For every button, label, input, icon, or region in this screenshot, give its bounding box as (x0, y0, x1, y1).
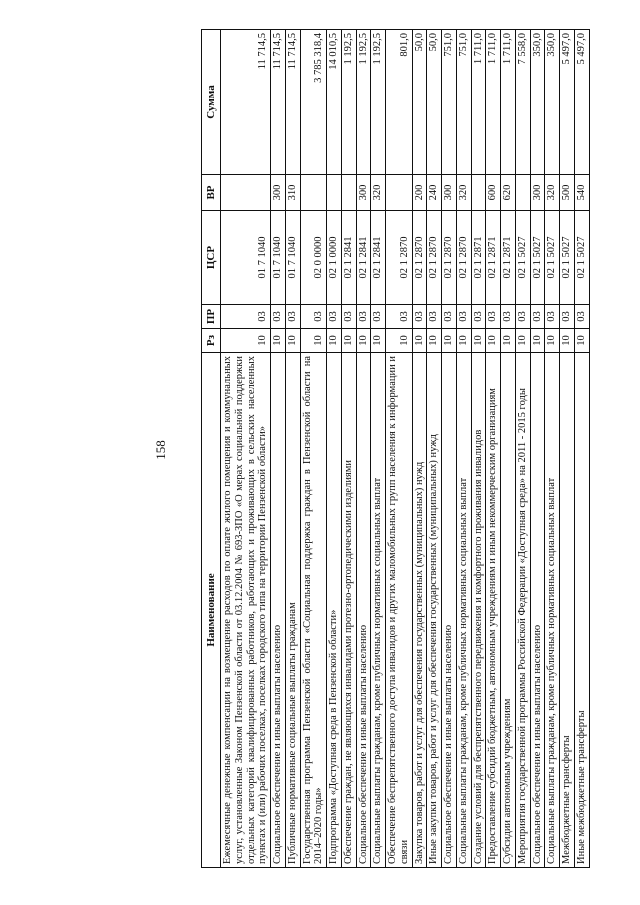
cell-csr: 02 1 2870 (456, 211, 471, 305)
table-header-row (202, 30, 221, 868)
cell-name: Ежемесячные денежные компенсации на возмещение расходов по оплате жилого помещения и коммунальных услуг, установленные Законом Пензенской области от 03.12.2004 № 693-ЗПО «О мерах социальной поддержки отдельных категорий квалифицированных работников, работающих и проживающих в сельских населенных пунктах и (или) рабочих поселках, поселках городского типа на территории Пензенской области» (221, 353, 271, 868)
cell-rz: 10 (412, 329, 427, 353)
cell-csr: 02 1 5027 (515, 211, 530, 305)
cell-pr: 03 (300, 305, 327, 329)
cell-csr: 02 1 5027 (560, 211, 575, 305)
cell-pr: 03 (271, 305, 286, 329)
cell-rz: 10 (356, 329, 371, 353)
cell-pr: 03 (456, 305, 471, 329)
cell-sum: 11 714,5 (221, 30, 271, 175)
cell-rz: 10 (515, 329, 530, 353)
cell-vr (386, 175, 413, 211)
cell-csr: 02 1 5027 (545, 211, 560, 305)
cell-csr: 02 1 2871 (486, 211, 501, 305)
cell-vr: 300 (442, 175, 457, 211)
header-sum: Сумма (202, 30, 221, 175)
cell-csr: 02 1 2870 (412, 211, 427, 305)
cell-rz: 10 (471, 329, 486, 353)
cell-rz: 10 (442, 329, 457, 353)
cell-pr: 03 (560, 305, 575, 329)
header-name: Наименование (202, 353, 221, 868)
cell-csr: 01 7 1040 (221, 211, 271, 305)
cell-name: Иные межбюджетные трансферты (574, 353, 589, 868)
cell-vr (221, 175, 271, 211)
cell-pr: 03 (356, 305, 371, 329)
cell-sum: 5 497,0 (560, 30, 575, 175)
cell-rz: 10 (545, 329, 560, 353)
cell-rz: 10 (221, 329, 271, 353)
cell-name: Социальное обеспечение и иные выплаты населению (271, 353, 286, 868)
cell-vr: 500 (560, 175, 575, 211)
cell-vr (341, 175, 356, 211)
cell-pr: 03 (515, 305, 530, 329)
cell-rz: 10 (300, 329, 327, 353)
cell-sum: 1 192,5 (371, 30, 386, 175)
table-row (471, 30, 486, 868)
cell-rz: 10 (530, 329, 545, 353)
table-row (545, 30, 560, 868)
cell-csr: 01 7 1040 (285, 211, 300, 305)
header-pr: ПР (202, 305, 221, 329)
table-row (515, 30, 530, 868)
cell-sum: 7 558,0 (515, 30, 530, 175)
cell-name: Закупка товаров, работ и услуг для обеспечения государственных (муниципальных) нужд (412, 353, 427, 868)
cell-rz: 10 (427, 329, 442, 353)
page-number: 158 (153, 440, 168, 460)
cell-name: Иные закупки товаров, работ и услуг для обеспечения государственных (муниципальных) нужд (427, 353, 442, 868)
cell-rz: 10 (341, 329, 356, 353)
table-row (486, 30, 501, 868)
rotated-table-container (201, 30, 596, 868)
cell-sum: 11 714,5 (271, 30, 286, 175)
cell-name: Социальные выплаты гражданам, кроме публичных нормативных социальных выплат (371, 353, 386, 868)
cell-vr: 300 (356, 175, 371, 211)
cell-csr: 02 1 0000 (327, 211, 342, 305)
header-vr: ВР (202, 175, 221, 211)
cell-sum: 801,0 (386, 30, 413, 175)
table-row (221, 30, 271, 868)
cell-csr: 02 1 2870 (427, 211, 442, 305)
table-row (285, 30, 300, 868)
cell-vr: 200 (412, 175, 427, 211)
cell-vr: 620 (501, 175, 516, 211)
cell-rz: 10 (327, 329, 342, 353)
cell-csr: 02 1 2871 (471, 211, 486, 305)
cell-sum: 11 714,5 (285, 30, 300, 175)
cell-vr (300, 175, 327, 211)
table-row (501, 30, 516, 868)
cell-rz: 10 (560, 329, 575, 353)
cell-name: Мероприятия государственной программы Российской Федерации «Доступная среда» на 2011 - 2015 годы (515, 353, 530, 868)
cell-name: Государственная программа Пензенской области «Социальная поддержка граждан в Пензенской области на 2014–2020 годы» (300, 353, 327, 868)
cell-rz: 10 (371, 329, 386, 353)
table-row (560, 30, 575, 868)
cell-csr: 02 1 2841 (356, 211, 371, 305)
cell-pr: 03 (471, 305, 486, 329)
cell-sum: 751,0 (442, 30, 457, 175)
cell-sum: 1 711,0 (486, 30, 501, 175)
cell-rz: 10 (486, 329, 501, 353)
cell-csr: 02 1 2870 (442, 211, 457, 305)
table-row (574, 30, 589, 868)
cell-pr: 03 (427, 305, 442, 329)
cell-vr: 320 (545, 175, 560, 211)
cell-rz: 10 (386, 329, 413, 353)
cell-vr: 310 (285, 175, 300, 211)
cell-sum: 350,0 (530, 30, 545, 175)
cell-name: Обеспечение беспрепятственного доступа инвалидов и других маломобильных групп населения к информации и связи (386, 353, 413, 868)
cell-sum: 50,0 (412, 30, 427, 175)
cell-sum: 14 010,5 (327, 30, 342, 175)
cell-vr: 320 (456, 175, 471, 211)
cell-vr (327, 175, 342, 211)
cell-pr: 03 (412, 305, 427, 329)
cell-rz: 10 (501, 329, 516, 353)
cell-sum: 5 497,0 (574, 30, 589, 175)
cell-sum: 1 711,0 (501, 30, 516, 175)
cell-sum: 751,0 (456, 30, 471, 175)
table-row (386, 30, 413, 868)
cell-sum: 1 711,0 (471, 30, 486, 175)
cell-sum: 350,0 (545, 30, 560, 175)
cell-name: Социальное обеспечение и иные выплаты населению (356, 353, 371, 868)
cell-pr: 03 (545, 305, 560, 329)
table-row (327, 30, 342, 868)
cell-pr: 03 (327, 305, 342, 329)
cell-csr: 02 1 2841 (341, 211, 356, 305)
cell-csr: 02 1 5027 (574, 211, 589, 305)
table-row (442, 30, 457, 868)
cell-vr: 300 (530, 175, 545, 211)
cell-vr: 600 (486, 175, 501, 211)
cell-rz: 10 (574, 329, 589, 353)
cell-name: Социальное обеспечение и иные выплаты населению (530, 353, 545, 868)
cell-vr (471, 175, 486, 211)
table-row (530, 30, 545, 868)
cell-vr: 540 (574, 175, 589, 211)
cell-sum: 1 192,5 (341, 30, 356, 175)
table-row (341, 30, 356, 868)
table-row (356, 30, 371, 868)
cell-sum: 1 192,5 (356, 30, 371, 175)
table-row (427, 30, 442, 868)
cell-name: Межбюджетные трансферты (560, 353, 575, 868)
cell-pr: 03 (371, 305, 386, 329)
cell-pr: 03 (442, 305, 457, 329)
cell-sum: 50,0 (427, 30, 442, 175)
cell-vr: 320 (371, 175, 386, 211)
cell-name: Подпрограмма «Доступная среда в Пензенской области» (327, 353, 342, 868)
cell-name: Обеспечение граждан, не являющихся инвалидами протезно-ортопедическими изделиями (341, 353, 356, 868)
cell-csr: 02 1 2870 (386, 211, 413, 305)
cell-sum: 3 785 318,4 (300, 30, 327, 175)
cell-pr: 03 (386, 305, 413, 329)
cell-name: Создание условий для беспрепятственного передвижения и комфортного проживания инвалидов (471, 353, 486, 868)
header-rz: Рз (202, 329, 221, 353)
cell-vr: 240 (427, 175, 442, 211)
cell-name: Публичные нормативные социальные выплаты гражданам (285, 353, 300, 868)
cell-pr: 03 (221, 305, 271, 329)
cell-csr: 02 1 2871 (501, 211, 516, 305)
cell-rz: 10 (285, 329, 300, 353)
cell-pr: 03 (501, 305, 516, 329)
table-row (412, 30, 427, 868)
table-body (221, 30, 590, 868)
budget-table (201, 29, 590, 868)
cell-rz: 10 (456, 329, 471, 353)
cell-csr: 02 1 5027 (530, 211, 545, 305)
table-row (456, 30, 471, 868)
cell-vr (515, 175, 530, 211)
cell-name: Предоставление субсидий бюджетным, автономным учреждениям и иным некоммерческим организациям (486, 353, 501, 868)
cell-rz: 10 (271, 329, 286, 353)
cell-csr: 02 1 2841 (371, 211, 386, 305)
cell-pr: 03 (341, 305, 356, 329)
cell-name: Субсидии автономным учреждениям (501, 353, 516, 868)
cell-pr: 03 (530, 305, 545, 329)
table-row (371, 30, 386, 868)
cell-csr: 02 0 0000 (300, 211, 327, 305)
table-row (271, 30, 286, 868)
cell-csr: 01 7 1040 (271, 211, 286, 305)
header-csr: ЦСР (202, 211, 221, 305)
table-row (300, 30, 327, 868)
cell-pr: 03 (574, 305, 589, 329)
cell-name: Социальное обеспечение и иные выплаты населению (442, 353, 457, 868)
cell-pr: 03 (486, 305, 501, 329)
cell-vr: 300 (271, 175, 286, 211)
cell-name: Социальные выплаты гражданам, кроме публичных нормативных социальных выплат (545, 353, 560, 868)
cell-name: Социальные выплаты гражданам, кроме публичных нормативных социальных выплат (456, 353, 471, 868)
cell-pr: 03 (285, 305, 300, 329)
